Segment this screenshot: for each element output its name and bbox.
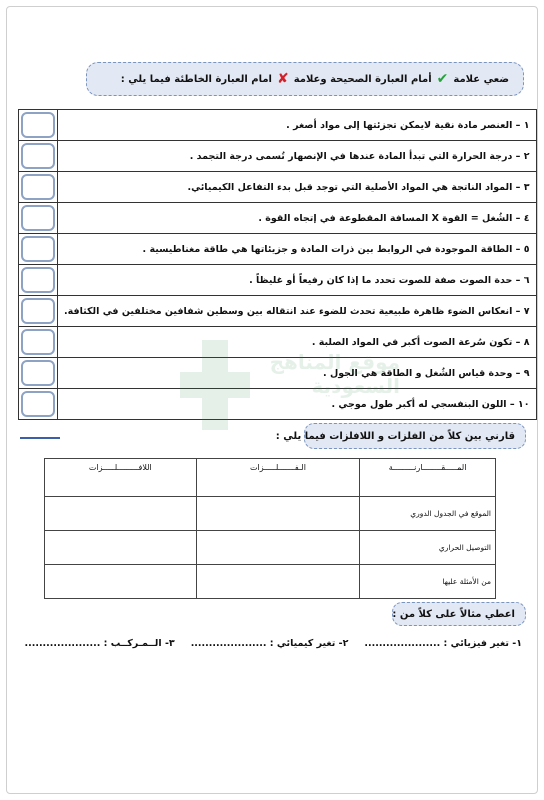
answer-box[interactable]	[21, 329, 55, 355]
statement-row	[19, 234, 537, 265]
compare-heading-text: قارني بين كلاً من الفلزات و اللافلزات فيما يلي :	[275, 430, 515, 442]
examples-heading	[392, 602, 526, 626]
instruction-part-2: أمام العبارة الصحيحة وعلامة	[293, 73, 432, 85]
answer-box[interactable]	[21, 360, 55, 386]
compare-header-criteria: المـــــقــــــــارنـــــــــة	[360, 459, 496, 497]
compare-cell-metals[interactable]	[196, 497, 360, 531]
compare-cell-nonmetals[interactable]	[45, 531, 197, 565]
compare-cell-nonmetals[interactable]	[45, 497, 197, 531]
compare-header-nonmetals: اللافـــــــــلـــــزات	[45, 459, 197, 497]
instruction-part-1: ضعي علامة	[453, 73, 509, 85]
statement-text: ٩ – وحدة قياس الشُغل و الطاقة هي الجول .	[58, 358, 537, 389]
compare-heading	[275, 423, 526, 449]
compare-cell-metals[interactable]	[196, 565, 360, 599]
statement-row	[19, 141, 537, 172]
examples-line	[24, 638, 522, 649]
watermark-text: موقع المناهج السعودية	[269, 350, 400, 398]
heading-rule	[20, 437, 60, 439]
statement-text: ٣ – المواد الناتجة هي المواد الأصلية التي توجد قبل بدء التفاعل الكيميائي.	[58, 172, 537, 203]
example-physical-change: ١- تغير فيزيائي : .....................	[364, 638, 522, 649]
statement-row	[19, 110, 537, 141]
statement-text: ٦ – حدة الصوت صفة للصوت تحدد ما إذا كان رفيعاً أو غليظاً .	[58, 265, 537, 296]
statement-text: ٧ – انعكاس الضوء ظاهرة طبيعية تحدث للضوء عند انتقاله بين وسطين شفافين مختلفين في الكثافة.	[58, 296, 537, 327]
compare-row-label: الموقع في الجدول الدوري	[360, 497, 496, 531]
statements-table	[18, 109, 537, 420]
statement-row	[19, 327, 537, 358]
answer-box[interactable]	[21, 298, 55, 324]
statement-text: ٢ – درجة الحرارة التي تبدأ المادة عندها في الإنصهار تُسمى درجة التجمد .	[58, 141, 537, 172]
instruction-banner	[86, 62, 524, 96]
statement-text: ٨ – تكون سُرعة الصوت أكبر في المواد الصلبة .	[58, 327, 537, 358]
statement-row	[19, 172, 537, 203]
answer-box[interactable]	[21, 267, 55, 293]
compare-row	[45, 497, 496, 531]
compare-row-label: من الأمثلة عليها	[360, 565, 496, 599]
x-mark-icon: ✘	[276, 71, 289, 87]
statement-row	[19, 389, 537, 420]
statement-row	[19, 265, 537, 296]
compare-row	[45, 565, 496, 599]
instruction-part-3: امام العبارة الخاطئة فيما يلي :	[120, 73, 272, 85]
statement-text: ١ – العنصر مادة نقية لايمكن تجزئتها إلى مواد أصغر .	[58, 110, 537, 141]
example-chemical-change: ٢- تغير كيميائي : .....................	[190, 638, 349, 649]
answer-box[interactable]	[21, 391, 55, 417]
examples-heading-text: اعطي مثالاً على كلاً من :	[392, 608, 515, 620]
compare-cell-nonmetals[interactable]	[45, 565, 197, 599]
answer-box[interactable]	[21, 143, 55, 169]
statement-row	[19, 296, 537, 327]
statement-row	[19, 203, 537, 234]
answer-box[interactable]	[21, 112, 55, 138]
statement-row	[19, 358, 537, 389]
answer-box[interactable]	[21, 205, 55, 231]
compare-row-label: التوصيل الحراري	[360, 531, 496, 565]
statement-text: ٤ – الشُغل = القوة X المسافة المقطوعة في إتجاه القوة .	[58, 203, 537, 234]
compare-header-metals: الـفـــــــلـــــزات	[196, 459, 360, 497]
compare-table	[44, 458, 496, 599]
statement-text: ١٠ – اللون البنفسجي له أكبر طول موجي .	[58, 389, 537, 420]
answer-box[interactable]	[21, 236, 55, 262]
example-compound: ٣- الــمـركــب : .....................	[24, 638, 175, 649]
answer-box[interactable]	[21, 174, 55, 200]
compare-cell-metals[interactable]	[196, 531, 360, 565]
check-mark-icon: ✔	[436, 71, 449, 87]
compare-row	[45, 531, 496, 565]
statement-text: ٥ – الطاقة الموجودة في الروابط بين ذرات المادة و جزيئاتها هي طاقة مغناطيسية .	[58, 234, 537, 265]
